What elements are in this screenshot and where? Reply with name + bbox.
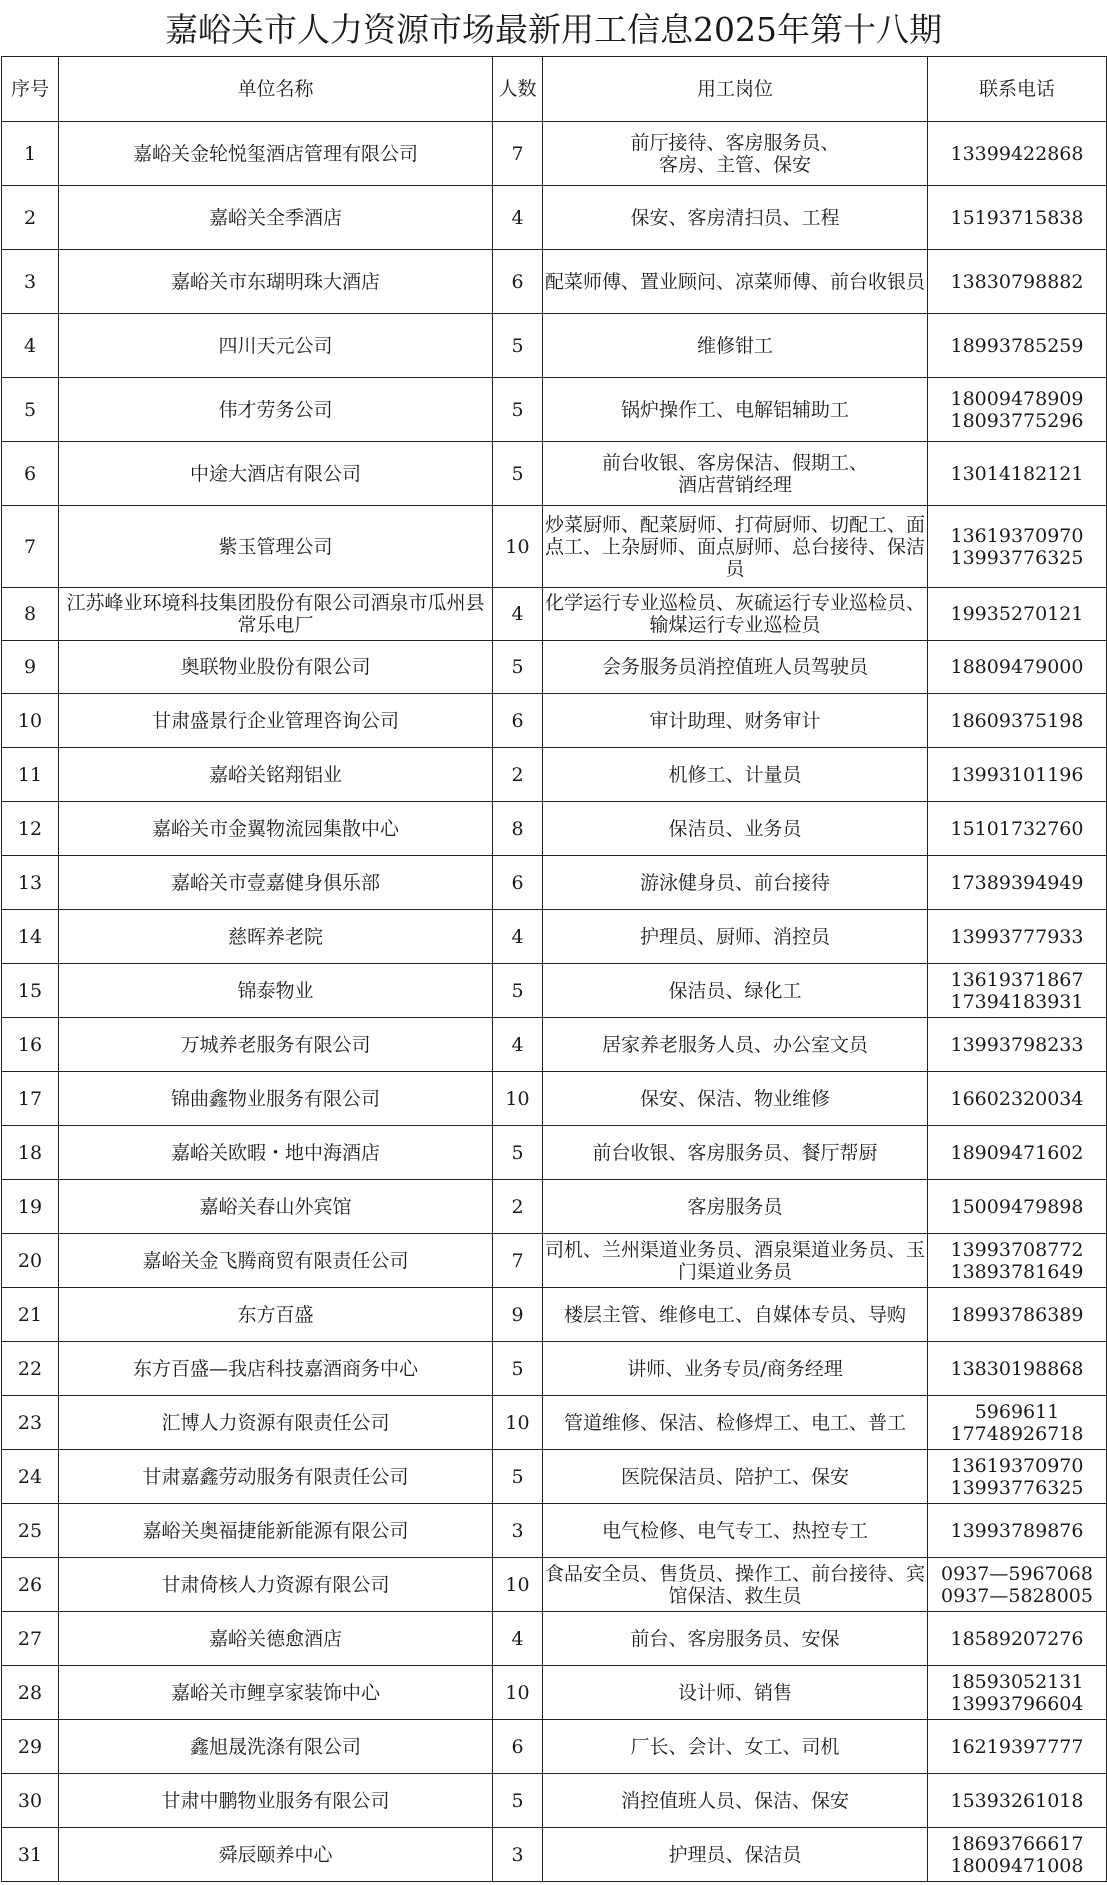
cell-count: 10 <box>493 1666 543 1720</box>
cell-phone: 18909471602 <box>928 1126 1107 1180</box>
cell-company: 东方百盛 <box>59 1288 493 1342</box>
table-row <box>2 1558 1107 1612</box>
cell-company: 江苏峰业环境科技集团股份有限公司酒泉市瓜州县常乐电厂 <box>59 588 493 641</box>
cell-phone: 18593052131 13993796604 <box>928 1666 1107 1720</box>
cell-company: 四川天元公司 <box>59 314 493 378</box>
cell-phone: 13619371867 17394183931 <box>928 964 1107 1018</box>
cell-index: 1 <box>2 122 59 186</box>
cell-index: 17 <box>2 1072 59 1126</box>
cell-company: 嘉峪关市壹嘉健身俱乐部 <box>59 856 493 910</box>
cell-index: 3 <box>2 250 59 314</box>
cell-company: 甘肃中鹏物业服务有限公司 <box>59 1774 493 1828</box>
cell-phone: 18589207276 <box>928 1612 1107 1666</box>
table-row <box>2 1180 1107 1234</box>
cell-phone: 13619370970 13993776325 <box>928 1450 1107 1504</box>
cell-jobs: 游泳健身员、前台接待 <box>543 856 928 910</box>
cell-index: 5 <box>2 378 59 442</box>
table-row <box>2 1126 1107 1180</box>
cell-count: 3 <box>493 1504 543 1558</box>
job-table <box>1 56 1107 1882</box>
cell-jobs: 消控值班人员、保洁、保安 <box>543 1774 928 1828</box>
cell-count: 5 <box>493 378 543 442</box>
cell-index: 2 <box>2 186 59 250</box>
cell-jobs: 炒菜厨师、配菜厨师、打荷厨师、切配工、面点工、上杂厨师、面点厨师、总台接待、保洁员 <box>543 506 928 588</box>
table-row <box>2 641 1107 694</box>
table-row <box>2 1828 1107 1882</box>
cell-phone: 16219397777 <box>928 1720 1107 1774</box>
cell-phone: 18009478909 18093775296 <box>928 378 1107 442</box>
cell-count: 10 <box>493 1072 543 1126</box>
cell-index: 16 <box>2 1018 59 1072</box>
cell-company: 甘肃嘉鑫劳动服务有限责任公司 <box>59 1450 493 1504</box>
cell-company: 嘉峪关欧暇・地中海酒店 <box>59 1126 493 1180</box>
cell-jobs: 厂长、会计、女工、司机 <box>543 1720 928 1774</box>
cell-count: 5 <box>493 1342 543 1396</box>
cell-count: 10 <box>493 506 543 588</box>
cell-count: 10 <box>493 1558 543 1612</box>
cell-company: 嘉峪关金轮悦玺酒店管理有限公司 <box>59 122 493 186</box>
cell-company: 慈晖养老院 <box>59 910 493 964</box>
cell-phone: 5969611 17748926718 <box>928 1396 1107 1450</box>
cell-count: 3 <box>493 1828 543 1882</box>
cell-phone: 13993777933 <box>928 910 1107 964</box>
cell-jobs: 保洁员、绿化工 <box>543 964 928 1018</box>
cell-jobs: 前台收银、客房服务员、餐厅帮厨 <box>543 1126 928 1180</box>
cell-jobs: 电气检修、电气专工、热控专工 <box>543 1504 928 1558</box>
cell-count: 5 <box>493 641 543 694</box>
cell-jobs: 讲师、业务专员/商务经理 <box>543 1342 928 1396</box>
cell-index: 11 <box>2 748 59 802</box>
cell-phone: 13993798233 <box>928 1018 1107 1072</box>
table-row <box>2 1072 1107 1126</box>
cell-phone: 18693766617 18009471008 <box>928 1828 1107 1882</box>
cell-phone: 18993785259 <box>928 314 1107 378</box>
cell-count: 4 <box>493 1612 543 1666</box>
cell-count: 6 <box>493 694 543 748</box>
cell-phone: 18809479000 <box>928 641 1107 694</box>
table-row <box>2 910 1107 964</box>
cell-index: 27 <box>2 1612 59 1666</box>
cell-phone: 18993786389 <box>928 1288 1107 1342</box>
cell-jobs: 会务服务员消控值班人员驾驶员 <box>543 641 928 694</box>
cell-phone: 16602320034 <box>928 1072 1107 1126</box>
cell-phone: 15193715838 <box>928 186 1107 250</box>
cell-index: 7 <box>2 506 59 588</box>
table-row <box>2 250 1107 314</box>
cell-index: 6 <box>2 442 59 506</box>
cell-jobs: 配菜师傅、置业顾问、凉菜师傅、前台收银员 <box>543 250 928 314</box>
cell-phone: 15101732760 <box>928 802 1107 856</box>
cell-index: 26 <box>2 1558 59 1612</box>
cell-phone: 19935270121 <box>928 588 1107 641</box>
cell-jobs: 化学运行专业巡检员、灰硫运行专业巡检员、输煤运行专业巡检员 <box>543 588 928 641</box>
cell-index: 30 <box>2 1774 59 1828</box>
cell-company: 嘉峪关市金翼物流园集散中心 <box>59 802 493 856</box>
cell-jobs: 审计助理、财务审计 <box>543 694 928 748</box>
cell-count: 5 <box>493 442 543 506</box>
table-row <box>2 1666 1107 1720</box>
cell-jobs: 医院保洁员、陪护工、保安 <box>543 1450 928 1504</box>
table-row <box>2 1288 1107 1342</box>
cell-phone: 13830798882 <box>928 250 1107 314</box>
cell-jobs: 保安、保洁、物业维修 <box>543 1072 928 1126</box>
table-row <box>2 442 1107 506</box>
cell-jobs: 管道维修、保洁、检修焊工、电工、普工 <box>543 1396 928 1450</box>
cell-count: 5 <box>493 1126 543 1180</box>
cell-phone: 13993789876 <box>928 1504 1107 1558</box>
cell-company: 嘉峪关奥福捷能新能源有限公司 <box>59 1504 493 1558</box>
table-row <box>2 1612 1107 1666</box>
cell-company: 嘉峪关春山外宾馆 <box>59 1180 493 1234</box>
table-row <box>2 1018 1107 1072</box>
cell-index: 24 <box>2 1450 59 1504</box>
cell-jobs: 机修工、计量员 <box>543 748 928 802</box>
header-count: 人数 <box>493 57 543 122</box>
cell-company: 嘉峪关市东瑚明珠大酒店 <box>59 250 493 314</box>
cell-phone: 15393261018 <box>928 1774 1107 1828</box>
cell-index: 29 <box>2 1720 59 1774</box>
cell-count: 9 <box>493 1288 543 1342</box>
cell-company: 锦泰物业 <box>59 964 493 1018</box>
table-row <box>2 314 1107 378</box>
cell-jobs: 保洁员、业务员 <box>543 802 928 856</box>
table-row <box>2 506 1107 588</box>
cell-index: 22 <box>2 1342 59 1396</box>
cell-count: 5 <box>493 1450 543 1504</box>
table-row <box>2 1720 1107 1774</box>
cell-phone: 13830198868 <box>928 1342 1107 1396</box>
cell-count: 4 <box>493 588 543 641</box>
cell-company: 甘肃倚核人力资源有限公司 <box>59 1558 493 1612</box>
cell-index: 12 <box>2 802 59 856</box>
cell-jobs: 司机、兰州渠道业务员、酒泉渠道业务员、玉门渠道业务员 <box>543 1234 928 1288</box>
table-row <box>2 588 1107 641</box>
cell-company: 嘉峪关市鲤享家装饰中心 <box>59 1666 493 1720</box>
cell-count: 7 <box>493 1234 543 1288</box>
table-row <box>2 694 1107 748</box>
cell-phone: 13619370970 13993776325 <box>928 506 1107 588</box>
cell-index: 21 <box>2 1288 59 1342</box>
cell-jobs: 设计师、销售 <box>543 1666 928 1720</box>
cell-count: 5 <box>493 314 543 378</box>
cell-jobs: 前台收银、客房保洁、假期工、 酒店营销经理 <box>543 442 928 506</box>
cell-company: 嘉峪关德愈酒店 <box>59 1612 493 1666</box>
table-row <box>2 186 1107 250</box>
cell-company: 万城养老服务有限公司 <box>59 1018 493 1072</box>
cell-jobs: 前厅接待、客房服务员、 客房、主管、保安 <box>543 122 928 186</box>
table-row <box>2 802 1107 856</box>
cell-jobs: 保安、客房清扫员、工程 <box>543 186 928 250</box>
cell-jobs: 前台、客房服务员、安保 <box>543 1612 928 1666</box>
cell-count: 4 <box>493 1018 543 1072</box>
cell-index: 9 <box>2 641 59 694</box>
cell-phone: 17389394949 <box>928 856 1107 910</box>
cell-count: 8 <box>493 802 543 856</box>
cell-phone: 15009479898 <box>928 1180 1107 1234</box>
cell-company: 甘肃盛景行企业管理咨询公司 <box>59 694 493 748</box>
cell-count: 7 <box>493 122 543 186</box>
table-row <box>2 964 1107 1018</box>
header-index: 序号 <box>2 57 59 122</box>
cell-company: 奥联物业股份有限公司 <box>59 641 493 694</box>
cell-jobs: 客房服务员 <box>543 1180 928 1234</box>
table-body <box>2 122 1107 1882</box>
cell-index: 4 <box>2 314 59 378</box>
table-row <box>2 856 1107 910</box>
cell-index: 18 <box>2 1126 59 1180</box>
cell-index: 10 <box>2 694 59 748</box>
cell-company: 嘉峪关全季酒店 <box>59 186 493 250</box>
cell-index: 25 <box>2 1504 59 1558</box>
cell-phone: 13993708772 13893781649 <box>928 1234 1107 1288</box>
cell-count: 2 <box>493 1180 543 1234</box>
cell-company: 汇博人力资源有限责任公司 <box>59 1396 493 1450</box>
table-row <box>2 748 1107 802</box>
cell-company: 锦曲鑫物业服务有限公司 <box>59 1072 493 1126</box>
cell-company: 伟才劳务公司 <box>59 378 493 442</box>
cell-jobs: 食品安全员、售货员、操作工、前台接待、宾馆保洁、救生员 <box>543 1558 928 1612</box>
cell-company: 紫玉管理公司 <box>59 506 493 588</box>
cell-company: 舜辰颐养中心 <box>59 1828 493 1882</box>
table-row <box>2 378 1107 442</box>
cell-count: 10 <box>493 1396 543 1450</box>
cell-company: 中途大酒店有限公司 <box>59 442 493 506</box>
table-row <box>2 1774 1107 1828</box>
page-title: 嘉峪关市人力资源市场最新用工信息2025年第十八期 <box>165 10 942 49</box>
cell-index: 19 <box>2 1180 59 1234</box>
cell-jobs: 锅炉操作工、电解铝辅助工 <box>543 378 928 442</box>
table-row <box>2 1342 1107 1396</box>
table-row <box>2 1234 1107 1288</box>
cell-jobs: 护理员、厨师、消控员 <box>543 910 928 964</box>
cell-phone: 13993101196 <box>928 748 1107 802</box>
cell-count: 4 <box>493 186 543 250</box>
cell-count: 6 <box>493 250 543 314</box>
cell-company: 嘉峪关铭翔铝业 <box>59 748 493 802</box>
cell-phone: 0937—5967068 0937—5828005 <box>928 1558 1107 1612</box>
cell-count: 5 <box>493 964 543 1018</box>
cell-index: 14 <box>2 910 59 964</box>
cell-jobs: 维修钳工 <box>543 314 928 378</box>
cell-jobs: 居家养老服务人员、办公室文员 <box>543 1018 928 1072</box>
table-row <box>2 1450 1107 1504</box>
cell-count: 6 <box>493 856 543 910</box>
cell-index: 15 <box>2 964 59 1018</box>
cell-index: 13 <box>2 856 59 910</box>
cell-index: 23 <box>2 1396 59 1450</box>
cell-index: 8 <box>2 588 59 641</box>
table-header-row <box>2 57 1107 122</box>
header-jobs: 用工岗位 <box>543 57 928 122</box>
header-phone: 联系电话 <box>928 57 1107 122</box>
header-company: 单位名称 <box>59 57 493 122</box>
cell-index: 20 <box>2 1234 59 1288</box>
cell-phone: 13014182121 <box>928 442 1107 506</box>
cell-phone: 18609375198 <box>928 694 1107 748</box>
cell-count: 4 <box>493 910 543 964</box>
cell-jobs: 楼层主管、维修电工、自媒体专员、导购 <box>543 1288 928 1342</box>
cell-count: 2 <box>493 748 543 802</box>
cell-jobs: 护理员、保洁员 <box>543 1828 928 1882</box>
cell-count: 5 <box>493 1774 543 1828</box>
cell-phone: 13399422868 <box>928 122 1107 186</box>
cell-index: 28 <box>2 1666 59 1720</box>
table-row <box>2 1396 1107 1450</box>
cell-index: 31 <box>2 1828 59 1882</box>
table-row <box>2 1504 1107 1558</box>
cell-count: 6 <box>493 1720 543 1774</box>
cell-company: 鑫旭晟洗涤有限公司 <box>59 1720 493 1774</box>
cell-company: 嘉峪关金飞腾商贸有限责任公司 <box>59 1234 493 1288</box>
table-row <box>2 122 1107 186</box>
cell-company: 东方百盛—我店科技嘉酒商务中心 <box>59 1342 493 1396</box>
